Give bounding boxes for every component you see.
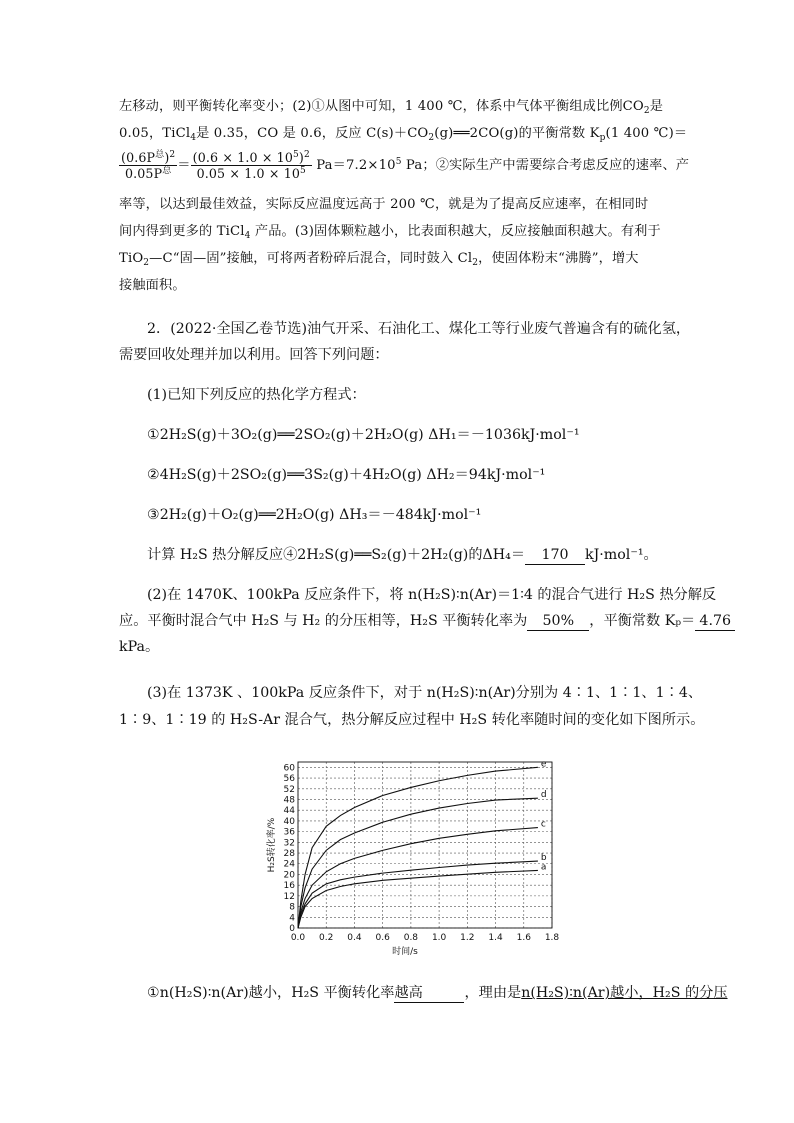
- y-tick-label: 48: [283, 795, 295, 806]
- x-tick-label: 0.6: [375, 933, 390, 943]
- solution-line-1: 左移动，则平衡转化率变小；(2)①从图中可知，1 400 ℃，体系中气体平衡组成比例$CO_2$是: [119, 99, 664, 116]
- y-tick-label: 12: [283, 891, 295, 902]
- solution-line-4: 率等，以达到最佳效益，实际反应温度远高于 200 ℃，就是为了提高反应速率，在相同时: [119, 197, 649, 212]
- series-label-e: e: [540, 759, 547, 770]
- part-2-line-1: (2)在 1470K、100kPa 反应条件下，将 n(H₂S)∶n(Ar)＝1∶4 的混合气进行 H₂S 热分解反: [147, 587, 717, 603]
- y-tick-label: 36: [283, 827, 295, 838]
- chart-series: [298, 767, 538, 928]
- x-tick-label: 1.2: [460, 933, 475, 943]
- x-tick-label: 0.4: [347, 933, 362, 943]
- answer-dh4: 170: [525, 547, 585, 565]
- series-label-a: a: [540, 862, 547, 873]
- series-line-a: [298, 870, 538, 928]
- series-line-b: [298, 861, 538, 928]
- y-tick-label: 44: [283, 806, 295, 817]
- y-tick-label: 40: [283, 816, 295, 827]
- reaction-1: ①2H₂S(g)＋3O₂(g)══2SO₂(g)＋2H₂O(g) ΔH₁＝－1036kJ·mol⁻¹: [147, 427, 580, 443]
- chart-grid: [298, 762, 552, 928]
- reaction-2: ②4H₂S(g)＋2SO₂(g)══3S₂(g)＋4H₂O(g) ΔH₂＝94kJ·mol⁻¹: [147, 467, 546, 483]
- plot-frame: [298, 762, 552, 928]
- series-label-d: d: [540, 790, 547, 801]
- y-tick-label: 4: [289, 913, 295, 924]
- kp-fraction-numeric: $\frac{(0.6 \times 1.0 \times 10^5)^2}{0.05 \times 1.0 \times 10^5}$: [192, 150, 310, 181]
- y-tick-label: 16: [283, 881, 295, 892]
- answer-reason: n(H₂S)∶n(Ar)越小，H₂S 的分压: [521, 985, 728, 1001]
- answer-conversion: 50%: [527, 613, 589, 631]
- solution-line-2: 0.05，TiCl$_4$是 0.35，CO 是 0.6，反应 $C(s)+CO_2(g)══2CO(g)$的平衡常数 $K_p(1$ 400 ℃)＝: [119, 126, 688, 143]
- conversion-rate-chart: [262, 756, 562, 962]
- y-tick-label: 24: [283, 859, 295, 870]
- part-1-heading: (1)已知下列反应的热化学方程式：: [147, 387, 366, 403]
- part-3-line-1: (3)在 1373K 、100kPa 反应条件下，对于 n(H₂S)∶n(Ar)分别为 4∶1、1∶1、1∶4、: [147, 685, 703, 701]
- part-2-line-2: 应。平衡时混合气中 H₂S 与 H₂ 的分压相等，H₂S 平衡转化率为 50% ，平衡常数 Kₚ＝ 4.76: [119, 611, 735, 631]
- x-axis-title: 时间/s: [392, 947, 418, 957]
- x-tick-label: 0.8: [403, 933, 419, 943]
- chart-axes: [298, 762, 552, 928]
- x-tick-label: 1.6: [516, 933, 531, 943]
- y-tick-label: 0: [289, 924, 295, 934]
- part-3-line-2: 1∶9、1∶19 的 H₂S-Ar 混合气，热分解反应过程中 H₂S 转化率随时间的变化如下图所示。: [119, 712, 705, 728]
- y-tick-label: 60: [283, 763, 295, 774]
- y-tick-label: 52: [283, 784, 295, 795]
- part-2-line-3: kPa。: [119, 639, 160, 655]
- x-tick-label: 1.0: [431, 933, 447, 943]
- answer-trend: 越高: [394, 985, 464, 1003]
- series-line-e: [298, 767, 538, 928]
- kp-fraction-symbolic: $\frac{(0.6P^总)^2}{0.05P^总}$: [121, 150, 176, 181]
- solution-line-6: TiO$_2$—C“固—固”接触，可将两者粉碎后混合，同时鼓入 $Cl_2$，使固体粉末“沸腾”，增大: [119, 251, 639, 268]
- y-axis-title: H₂S转化率/%: [267, 817, 277, 873]
- question-2-intro: 2．(2022·全国乙卷节选)油气开采、石油化工、煤化工等行业废气普遍含有的硫化氢，: [147, 321, 691, 337]
- solution-line-7: 接触面积。: [119, 278, 186, 293]
- part-1-calc: 计算 H₂S 热分解反应④2H₂S(g)══S₂(g)＋2H₂(g)的ΔH₄＝ 170 kJ·mol⁻¹。: [147, 547, 658, 563]
- x-tick-label: 0.2: [319, 933, 334, 943]
- y-tick-label: 8: [289, 902, 295, 913]
- solution-line-3-fraction: $\frac{(0.6P^总)^2}{0.05P^总}$ ＝ $\frac{(0.6 \times 1.0 \times 10^5)^2}{0.05 \times 1.0 \times 10^5}$ $Pa=7.2\times 10^5$ Pa；②实际生产中需要综合考虑反应的速率、产: [121, 150, 690, 181]
- reaction-3: ③2H₂(g)＋O₂(g)══2H₂O(g) ΔH₃＝－484kJ·mol⁻¹: [147, 507, 482, 523]
- y-tick-label: 56: [283, 774, 295, 785]
- answer-kp: 4.76: [695, 613, 735, 631]
- y-tick-label: 32: [283, 838, 295, 849]
- y-tick-label: 20: [283, 870, 295, 881]
- part-3-question-1: ①n(H₂S)∶n(Ar)越小，H₂S 平衡转化率越高 ，理由是n(H₂S)∶n(Ar)越小，H₂S 的分压: [147, 985, 728, 1001]
- question-2-intro-cont: 需要回收处理并加以利用。回答下列问题：: [119, 347, 389, 363]
- y-tick-label: 28: [283, 849, 295, 860]
- solution-line-5: 间内得到更多的 TiCl$_4$ 产品。(3)固体颗粒越小，比表面积越大，反应接触面积越大。有利于: [119, 224, 661, 241]
- x-tick-label: 1.4: [488, 933, 503, 943]
- series-label-c: c: [540, 819, 546, 830]
- x-tick-label: 1.8: [544, 933, 560, 943]
- series-label-b: b: [540, 853, 547, 864]
- x-tick-label: 0.0: [290, 933, 306, 943]
